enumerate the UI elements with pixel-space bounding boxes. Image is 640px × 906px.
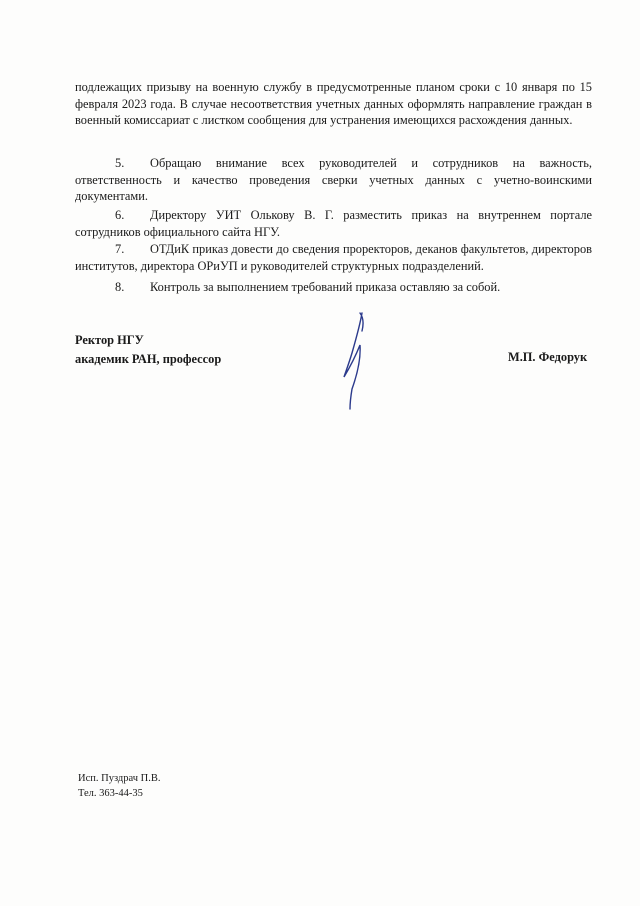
signatory-position: Ректор НГУ [75, 333, 144, 347]
paragraph-text: Обращаю внимание всех руководителей и сотрудников на важность, ответственность и качество проведения сверки учетных данных с учетно-воинскими документами. [75, 156, 592, 204]
executor-name: Исп. Пуздрач П.В. [78, 773, 161, 784]
paragraph-number: 5. [115, 156, 125, 170]
paragraph-number: 6. [115, 208, 125, 222]
signatory-title [75, 331, 221, 369]
paragraph-6 [75, 207, 592, 240]
paragraph-text: Директору УИТ Олькову В. Г. разместить приказ на внутреннем портале сотрудников официального сайта НГУ. [75, 208, 592, 239]
signatory-degree: академик РАН, профессор [75, 352, 222, 366]
paragraph-5 [75, 155, 592, 205]
paragraph-8 [75, 279, 592, 296]
paragraph-text: Контроль за выполнением требований приказа оставляю за собой. [150, 280, 501, 294]
executor-phone: Тел. 363-44-35 [78, 788, 143, 799]
paragraph-continuation [75, 79, 592, 129]
signatory-name: М.П. Федорук [508, 350, 588, 364]
paragraph-7 [75, 241, 592, 274]
paragraph-text: подлежащих призыву на военную службу в предусмотренные планом сроки с 10 января по 15 февраля 2023 года. В случае несоответствия учетных данных оформлять направление граждан в военный комиссариат с листком сообщения для устранения имеющихся расхождения данных. [75, 80, 592, 128]
paragraph-number: 7. [115, 242, 125, 256]
paragraph-number: 8. [115, 280, 125, 294]
executor-info [78, 771, 160, 801]
handwritten-signature [330, 305, 390, 425]
paragraph-text: ОТДиК приказ довести до сведения проректоров, деканов факультетов, директоров институтов, директора ОРиУП и руководителей структурных подразделений. [75, 242, 592, 273]
